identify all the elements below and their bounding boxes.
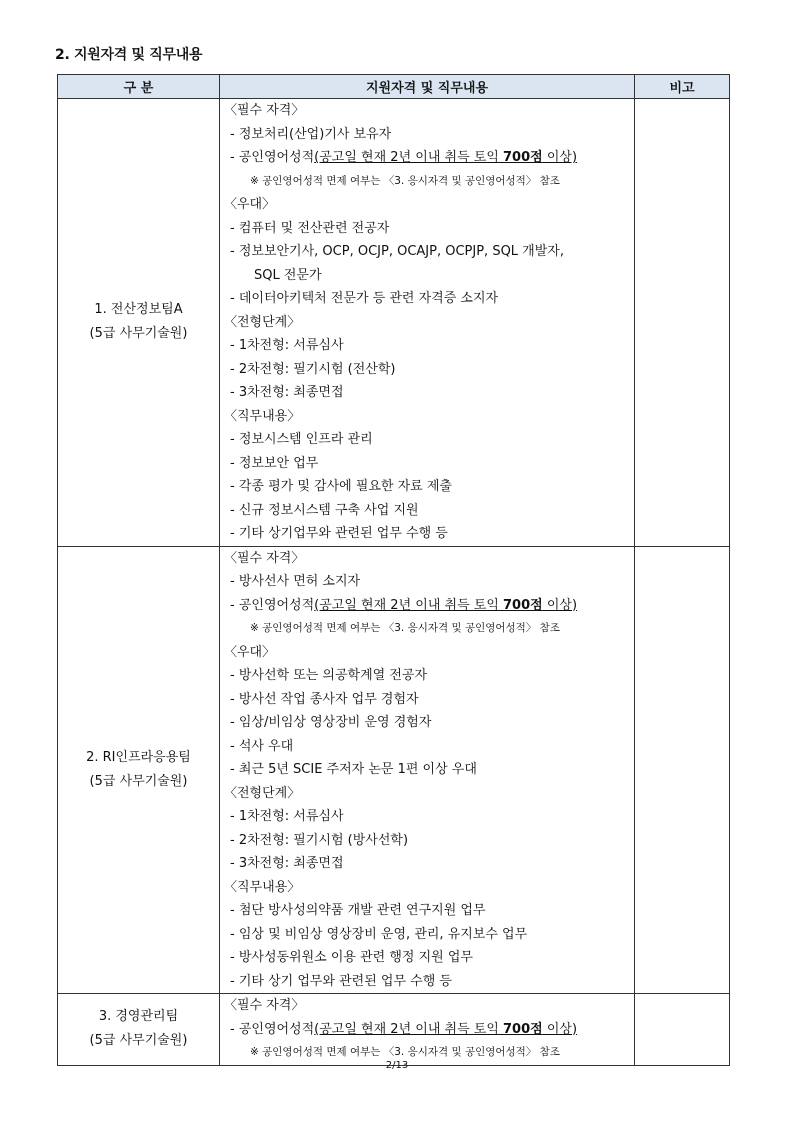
table-body: [58, 99, 730, 1066]
position-grade: (5급 사무기술원): [89, 1033, 188, 1049]
bullet-item: - 방사성동위원소 이용 관련 행정 지원 업무: [230, 950, 473, 965]
requirement-prefix: - 공인영어성적: [230, 1021, 315, 1037]
note-text: ※ 공인영어성적 면제 여부는 〈3. 응시자격 및 공인영어성적〉 참조: [250, 622, 560, 634]
qualification-table: [57, 74, 730, 1066]
section-heading: 〈필수 자격〉: [224, 103, 305, 118]
bullet-continuation: SQL 전문가: [254, 267, 322, 283]
bullet-item: - 데이터아키텍처 전문가 등 관련 자격증 소지자: [230, 291, 499, 306]
section-heading: 〈필수 자격〉: [224, 550, 305, 566]
team-name: 3. 경영관리팀: [98, 1009, 179, 1025]
description-cell: [220, 99, 635, 547]
toeic-score: 700점: [503, 150, 543, 165]
section-heading: 〈직무내용〉: [224, 408, 301, 424]
table-header-row: [58, 75, 730, 99]
section-heading: 〈직무내용〉: [224, 879, 301, 895]
toeic-score: 700점: [503, 597, 543, 613]
section-heading: 〈우대〉: [224, 197, 276, 212]
header-content: 지원자격 및 직무내용: [220, 75, 635, 99]
team-name: 1. 전산정보팀A: [94, 302, 183, 318]
english-requirement: [224, 146, 634, 170]
table-row: [58, 99, 730, 547]
description-cell: [220, 994, 635, 1066]
bullet-item: - 방사선사 면허 소지자: [230, 574, 361, 589]
bullet-item: - 1차전형: 서류심사: [230, 338, 344, 353]
condition-suffix: 이상): [542, 150, 578, 165]
description-cell: [220, 546, 635, 994]
bullet-item: - 임상 및 비임상 영상장비 운영, 관리, 유지보수 업무: [230, 926, 528, 942]
bullet-item: - 1차전형: 서류심사: [230, 809, 344, 824]
bullet-item: - 임상/비임상 영상장비 운영 경험자: [230, 715, 432, 730]
header-remarks: 비고: [635, 75, 730, 99]
team-name: 2. RI인프라응용팀: [86, 749, 191, 765]
bullet-item: - 기타 상기업무와 관련된 업무 수행 등: [230, 526, 448, 541]
section-heading: 〈우대〉: [224, 644, 276, 660]
table-row: [58, 546, 730, 994]
bullet-item: - 정보보안 업무: [230, 455, 319, 471]
bullet-item: - 정보처리(산업)기사 보유자: [230, 126, 392, 142]
category-cell: [58, 546, 220, 994]
english-requirement: [224, 1018, 634, 1042]
toeic-condition: [314, 598, 577, 613]
position-grade: (5급 사무기술원): [89, 326, 188, 342]
bullet-item: - 3차전형: 최종면접: [230, 856, 344, 871]
bullet-item: - 정보보안기사, OCP, OCJP, OCAJP, OCPJP, SQL 개발자,: [230, 244, 564, 259]
position-grade: (5급 사무기술원): [89, 773, 188, 789]
condition-text: (공고일 현재 2년 이내 취득 토익: [314, 1021, 504, 1037]
bullet-item: - 첨단 방사성의약품 개발 관련 연구지원 업무: [230, 903, 486, 918]
category-cell: [58, 99, 220, 547]
bullet-item: - 2차전형: 필기시험 (전산학): [230, 361, 396, 377]
remarks-cell: [635, 99, 730, 547]
bullet-item: - 3차전형: 최종면접: [230, 385, 344, 400]
toeic-score: 700점: [503, 1021, 543, 1037]
section-heading: 〈필수 자격〉: [224, 998, 305, 1013]
note-text: ※ 공인영어성적 면제 여부는 〈3. 응시자격 및 공인영어성적〉 참조: [250, 174, 560, 187]
bullet-item: - 각종 평가 및 감사에 필요한 자료 제출: [230, 479, 452, 494]
table-row: [58, 994, 730, 1066]
english-requirement: [224, 594, 634, 618]
remarks-cell: [635, 546, 730, 994]
category-cell: [58, 994, 220, 1066]
toeic-condition: [314, 1022, 577, 1037]
bullet-item: - 방사선 작업 종사자 업무 경험자: [230, 691, 419, 707]
requirement-prefix: - 공인영어성적: [230, 150, 315, 165]
bullet-item: - 신규 정보시스템 구축 사업 지원: [230, 502, 419, 518]
bullet-item: - 최근 5년 SCIE 주저자 논문 1편 이상 우대: [230, 762, 477, 777]
bullet-item: - 방사선학 또는 의공학계열 전공자: [230, 668, 428, 683]
bullet-item: - 기타 상기 업무와 관련된 업무 수행 등: [230, 973, 452, 989]
bullet-item: - 2차전형: 필기시험 (방사선학): [230, 832, 409, 848]
toeic-condition: [314, 150, 577, 165]
condition-suffix: 이상): [542, 1021, 578, 1037]
condition-suffix: 이상): [542, 597, 578, 613]
condition-text: (공고일 현재 2년 이내 취득 토익: [314, 597, 504, 613]
remarks-cell: [635, 994, 730, 1066]
header-category: 구 분: [58, 75, 220, 99]
bullet-item: - 석사 우대: [230, 738, 294, 754]
section-heading: 〈전형단계〉: [224, 785, 301, 801]
section-heading: 〈전형단계〉: [224, 314, 301, 330]
requirement-prefix: - 공인영어성적: [230, 597, 315, 613]
condition-text: (공고일 현재 2년 이내 취득 토익: [314, 150, 504, 165]
page-number: 2/13: [385, 1060, 409, 1071]
section-title: 2. 지원자격 및 직무내용: [55, 47, 203, 63]
bullet-item: - 컴퓨터 및 전산관련 전공자: [230, 220, 390, 236]
note-text: ※ 공인영어성적 면제 여부는 〈3. 응시자격 및 공인영어성적〉 참조: [250, 1046, 560, 1058]
bullet-item: - 정보시스템 인프라 관리: [230, 432, 373, 447]
